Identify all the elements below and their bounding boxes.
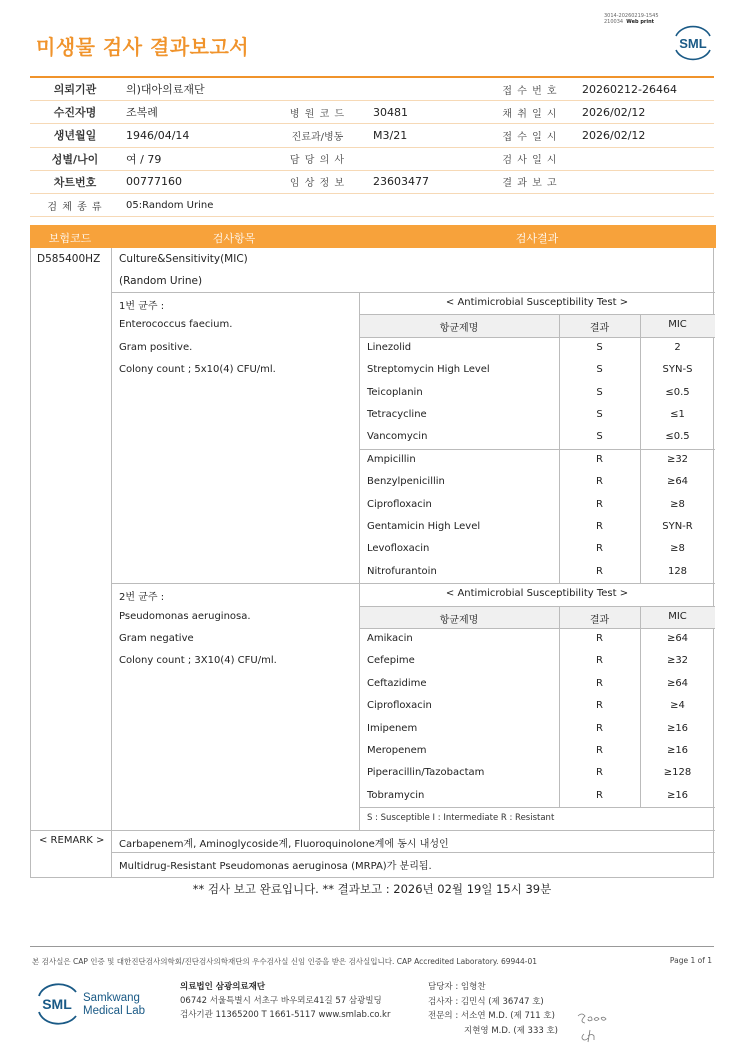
organism1-drug-name: Linezolid xyxy=(367,341,412,353)
organism1-drug-mic: ≥32 xyxy=(666,453,689,465)
clinical-info-label: 임 상 정 보 xyxy=(289,178,346,190)
organism2-drug-result: R xyxy=(596,677,603,689)
page-title: 미생물 검사 결과보고서 xyxy=(36,35,250,59)
contact-line: 검사기관 11365200 T 1661-5117 www.smlab.co.kr xyxy=(180,1010,391,1020)
organism2-drug-name: Ceftazidime xyxy=(367,677,427,689)
table-rule xyxy=(559,314,560,583)
test-specimen: (Random Urine) xyxy=(119,275,203,287)
page-number: Page 1 of 1 xyxy=(669,956,712,965)
staff-expert-2: 지현영 M.D. (제 333 호) xyxy=(464,1025,559,1036)
organism2-drug-mic: ≥16 xyxy=(666,745,689,756)
organism2-name: Pseudomonas aeruginosa. xyxy=(119,610,251,622)
insurance-code: D585400HZ xyxy=(37,253,101,265)
organism1-drug-mic: ≥8 xyxy=(670,498,685,510)
table-rule xyxy=(359,628,715,629)
staff-expert-1: 전문의 : 서소연 M.D. (제 711 호) xyxy=(428,1011,555,1021)
test-date-label: 검 사 일 시 xyxy=(502,155,558,167)
collect-date-label: 채 취 일 시 xyxy=(502,108,558,120)
organism2-drug-result: R xyxy=(596,655,603,667)
organism2-label: 2번 균주 : xyxy=(119,592,165,604)
organism1-drug-result: R xyxy=(596,476,603,488)
table-rule xyxy=(359,314,715,315)
organism2-col-result: 결과 xyxy=(589,614,610,626)
info-row-institution xyxy=(30,78,714,101)
table-rule xyxy=(111,248,112,878)
dept-label: 진료과/병동 xyxy=(291,131,344,143)
cap-accreditation-note: 본 검사실은 CAP 인증 및 대한진단검사의학회/진단검사의학재단의 우수검사실 신임 인증을 받은 검사실입니다. CAP Accredited Laboratory. 69944-01 xyxy=(32,957,538,966)
doctor-label: 담 당 의 사 xyxy=(289,155,346,167)
organism2-drug-mic: ≥4 xyxy=(670,700,685,712)
organism1-drug-name: Vancomycin xyxy=(367,431,428,443)
organism1-group-divider xyxy=(359,449,715,450)
info-row-chart xyxy=(30,171,714,194)
organism1-drug-result: R xyxy=(596,498,603,510)
institution-value: 의)대아의료재단 xyxy=(126,83,205,97)
info-row-name xyxy=(30,101,714,124)
organism2-drug-name: Tobramycin xyxy=(367,789,425,801)
organism1-drug-result: R xyxy=(596,453,603,465)
organism2-drug-mic: ≥16 xyxy=(666,722,689,734)
table-rule xyxy=(31,830,715,831)
samkwang-logo xyxy=(36,980,156,1026)
organism1-drug-result: S xyxy=(596,431,603,443)
organism2-drug-mic: ≥16 xyxy=(666,789,689,801)
hospital-code-label: 병 원 코 드 xyxy=(289,108,346,120)
collect-date-value: 2026/02/12 xyxy=(582,105,646,119)
specimen-label: 검 체 종 류 xyxy=(47,201,103,213)
organism2-drug-name: Meropenem xyxy=(367,745,427,756)
table-rule xyxy=(559,606,560,808)
table-rule xyxy=(359,337,715,338)
organism1-count: Colony count ; 5x10(4) CFU/ml. xyxy=(119,364,276,376)
organism1-drug-name: Ampicillin xyxy=(367,453,416,465)
completion-note: ** 검사 보고 완료입니다. ** 결과보고 : 2026년 02월 19일 15시 39분 xyxy=(192,882,552,896)
staff-list xyxy=(428,980,558,1038)
organism2-drug-name: Ciprofloxacin xyxy=(367,700,432,712)
info-row-sex-age xyxy=(30,148,714,171)
patient-info-table xyxy=(30,76,714,217)
organism1-col-result: 결과 xyxy=(589,323,610,335)
organism1-col-mic: MIC xyxy=(668,319,687,331)
organism1-ast-title: < Antimicrobial Susceptibility Test > xyxy=(445,297,629,308)
organism1-drug-result: R xyxy=(596,543,603,555)
birth-value: 1946/04/14 xyxy=(126,128,190,142)
header-insurance-code: 보험코드 xyxy=(48,232,92,245)
organism1-drug-name: Tetracycline xyxy=(367,409,427,420)
organism2-drug-name: Piperacillin/Tazobactam xyxy=(367,767,485,779)
staff-tester: 검사자 : 김민식 (제 36747 호) xyxy=(428,996,544,1007)
organism1-drug-name: Teicoplanin xyxy=(367,386,423,398)
organism2-count: Colony count ; 3X10(4) CFU/ml. xyxy=(119,655,277,667)
organism2-drug-name: Cefepime xyxy=(367,655,415,667)
organism1-gram: Gram positive. xyxy=(119,341,193,353)
organism2-drug-mic: ≥64 xyxy=(666,677,689,689)
header-test-result: 검사결과 xyxy=(515,232,559,245)
table-rule xyxy=(359,292,360,830)
organism1-drug-result: S xyxy=(596,386,603,398)
organism1-drug-result: R xyxy=(596,565,603,577)
sex-age-value: 여 / 79 xyxy=(126,152,162,166)
organism1-col-drug: 항균제명 xyxy=(439,323,479,335)
organism2-drug-result: R xyxy=(596,633,603,644)
organism1-drug-name: Ciprofloxacin xyxy=(367,498,432,510)
organism2-drug-result: R xyxy=(596,789,603,801)
organism2-drug-result: R xyxy=(596,700,603,712)
organism2-drug-mic: ≥128 xyxy=(663,767,692,779)
clinical-info-value: 23603477 xyxy=(373,175,429,189)
remark-label: < REMARK > xyxy=(39,834,105,846)
organism2-drug-result: R xyxy=(596,722,603,734)
samkwang-logo-line2: Medical Lab xyxy=(83,1005,146,1017)
organism1-drug-result: R xyxy=(596,521,603,532)
organism2-ast-title: < Antimicrobial Susceptibility Test > xyxy=(445,588,629,600)
samkwang-logo-mark: SML xyxy=(42,996,72,1012)
sml-logo-text: SML xyxy=(679,36,707,51)
document-code-line1: 3014-20260219-1545 xyxy=(604,13,659,19)
organism2-drug-mic: ≥64 xyxy=(666,633,689,644)
sml-logo xyxy=(670,22,716,62)
sex-age-label: 성별/나이 xyxy=(51,152,99,166)
organism1-drug-name: Gentamicin High Level xyxy=(367,521,481,532)
organism1-drug-name: Benzylpenicillin xyxy=(367,476,445,488)
receipt-no-value: 20260212-26464 xyxy=(582,82,677,96)
organism1-drug-mic: SYN-R xyxy=(662,521,693,532)
organism2-drug-mic: ≥32 xyxy=(666,655,689,667)
organism2-drug-name: Amikacin xyxy=(367,633,413,644)
address-line: 06742 서울특별시 서초구 바우뫼로41길 57 삼광빌딩 xyxy=(180,996,382,1006)
organism1-drug-mic: ≥8 xyxy=(670,543,685,555)
lab-address xyxy=(180,980,390,1022)
footer-divider xyxy=(30,946,714,947)
result-table xyxy=(30,225,714,878)
organism1-drug-result: S xyxy=(596,341,603,353)
patient-name-label: 수진자명 xyxy=(53,106,97,120)
signature-image xyxy=(574,1008,614,1044)
report-label: 결 과 보 고 xyxy=(502,178,558,190)
specimen-value: 05:Random Urine xyxy=(126,199,214,211)
chart-no-label: 차트번호 xyxy=(53,175,97,189)
organism1-label: 1번 균주 : xyxy=(119,301,165,312)
organism1-drug-result: S xyxy=(596,364,603,376)
receipt-no-label: 접 수 번 호 xyxy=(502,85,558,97)
dept-value: M3/21 xyxy=(373,128,408,142)
organism2-gram: Gram negative xyxy=(119,633,194,644)
legend-note: S : Susceptible I : Intermediate R : Resistant xyxy=(367,813,555,824)
organism1-drug-result: S xyxy=(596,409,603,420)
organism1-drug-mic: ≤0.5 xyxy=(665,386,690,398)
organism1-drug-mic: SYN-S xyxy=(662,364,693,376)
chart-no-value: 00777160 xyxy=(126,175,182,189)
document-code xyxy=(604,13,659,25)
organism2-drug-name: Imipenem xyxy=(367,722,418,734)
organism1-drug-mic: ≤1 xyxy=(670,409,685,420)
web-print-label: Web print xyxy=(626,19,655,25)
table-rule xyxy=(640,606,641,808)
organism2-col-drug: 항균제명 xyxy=(439,614,479,626)
patient-name-value: 조복례 xyxy=(126,106,158,120)
table-rule xyxy=(359,807,715,808)
header-test-item: 검사항목 xyxy=(212,232,256,245)
organism1-name: Enterococcus faecium. xyxy=(119,319,233,331)
table-rule xyxy=(111,852,715,853)
organism1-drug-name: Nitrofurantoin xyxy=(367,565,437,577)
table-rule xyxy=(111,292,715,293)
test-name: Culture&Sensitivity(MIC) xyxy=(119,253,248,265)
document-code-line2: 210034 xyxy=(604,19,624,25)
info-row-specimen xyxy=(30,194,714,217)
result-table-header xyxy=(30,225,716,248)
birth-label: 생년월일 xyxy=(53,129,97,143)
org-name: 의료법인 삼광의료재단 xyxy=(180,982,266,992)
table-rule xyxy=(640,314,641,583)
samkwang-logo-line1: Samkwang xyxy=(83,992,140,1004)
organism1-drug-name: Levofloxacin xyxy=(367,543,430,555)
organism2-drug-result: R xyxy=(596,767,603,779)
remark-line-1: Carbapenem계, Aminoglycoside계, Fluoroquinolone계에 동시 내성인 xyxy=(119,838,449,850)
info-row-birth xyxy=(30,124,714,147)
organism2-drug-result: R xyxy=(596,745,603,756)
receive-date-label: 접 수 일 시 xyxy=(502,131,558,143)
organism1-drug-name: Streptomycin High Level xyxy=(367,364,490,376)
institution-label: 의뢰기관 xyxy=(53,83,97,97)
receive-date-value: 2026/02/12 xyxy=(582,128,646,142)
table-rule xyxy=(359,606,715,607)
organism2-col-mic: MIC xyxy=(668,610,687,622)
table-rule xyxy=(111,583,715,584)
organism1-drug-mic: ≥64 xyxy=(666,476,689,488)
staff-manager: 담당자 : 임형찬 xyxy=(428,982,486,992)
hospital-code-value: 30481 xyxy=(373,105,408,119)
remark-line-2: Multidrug-Resistant Pseudomonas aeruginosa (MRPA)가 분리됨. xyxy=(119,861,432,872)
organism1-drug-mic: 2 xyxy=(674,341,681,353)
organism1-drug-mic: ≤0.5 xyxy=(665,431,690,443)
organism1-drug-mic: 128 xyxy=(667,565,688,577)
